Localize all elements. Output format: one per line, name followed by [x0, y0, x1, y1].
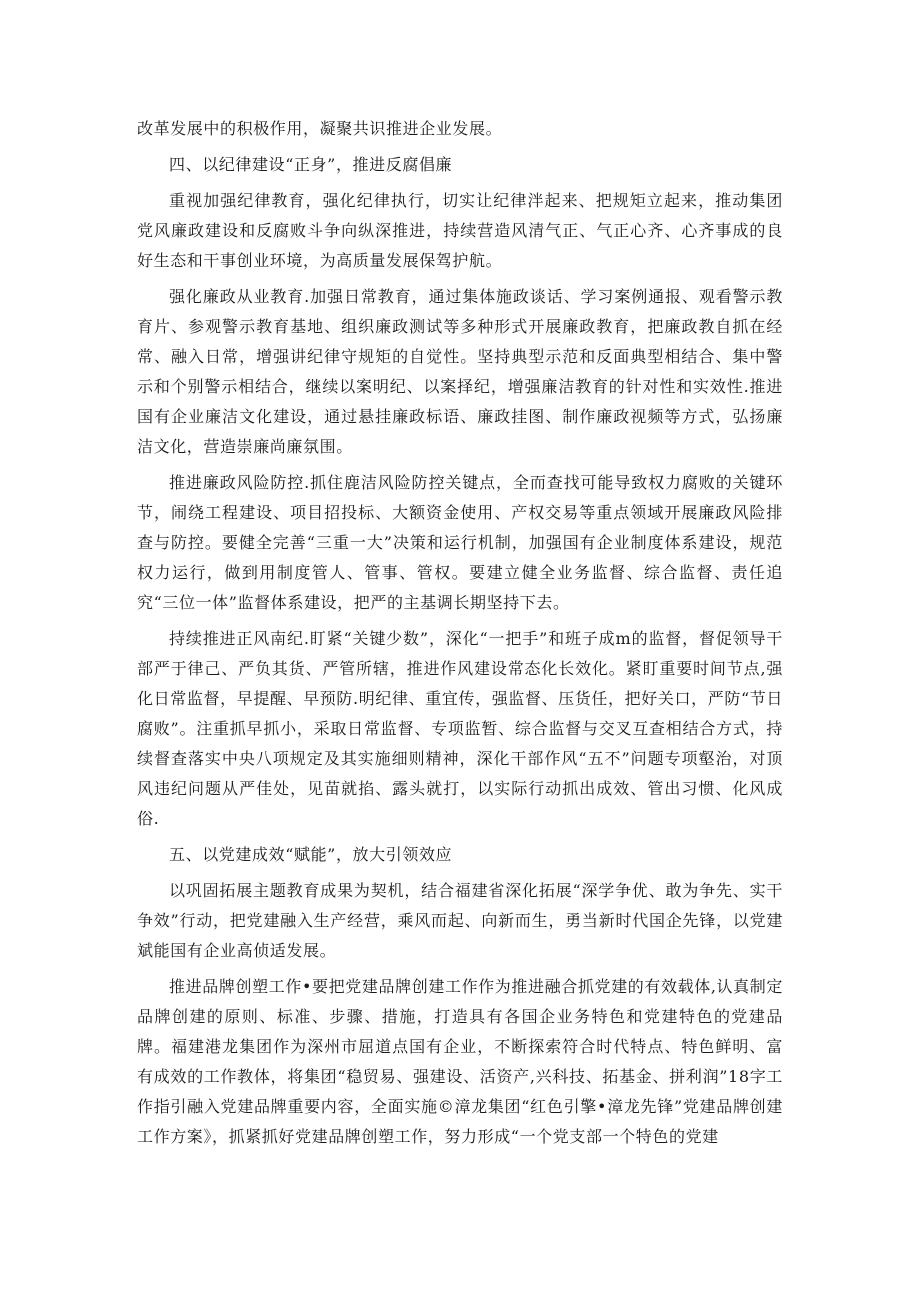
paragraph-conduct: 持续推进正风南纪.盯紧“关键少数”，深化“一把手”和班子成m的监督，督促领导干部严于律己、严负其货、严管所辖，推进作风建设常态化长效化。紧盯重要时间节点,强化日常监督，早提醒、早预防.明纪律、重宜传，强监督、压货任，把好关口，严防“节日腐败”。注重抓早抓小，采取日常监督、专项监暂、综合监督与交叉互查相结合方式，持续督查落实中央八项规定及其实施细则精神，深化干部作风“五不”问题专项壑治，对顶风违纪问题从严佳处，见苗就掐、露头就打，以实际行动抓出成效、管出习惯、化风成俗.	[137, 629, 783, 828]
paragraph-discipline-intro: 重视加强纪律教育，强化纪律执行，切实让纪律泮起来、把规矩立起来，推动集团党风廉政建设和反腐败斗争向纵深推进，持续营造风清气正、气正心齐、心齐事成的良好生态和干事创业环境，为高质量发展保驾护航。	[137, 191, 783, 270]
paragraph-empowerment-intro: 以巩固拓展主题教育成果为契机，结合福建省深化拓展“深学争优、敢为争先、实干争效”行动，把党建融入生产经营，乘风而起、向新而生，勇当新时代国企先锋，以党建斌能国有企业高侦适发展。	[137, 881, 783, 960]
paragraph-integrity-education: 强化廉政从业教育.加强日常教育，通过集体施政谈话、学习案例通报、观看警示教育片、参观警示教育基地、组织廉政测试等多种形式开展廉政教育，把廉政教自抓在经常、融入日常，增强讲纪律守规矩的自觉性。坚持典型示范和反面典型相结合、集中警示和个别警示相结合，继续以案明纪、以案择纪，增强廉洁教育的针对性和实效性.推进国有企业廉洁文化建设，通过悬挂廉政标语、廉政挂图、制作廉政视频等方式，弘扬廉洁文化，营造崇廉尚廉氛围。	[137, 287, 783, 456]
paragraph-continuation: 改革发展中的积极作用，凝聚共识推进企业发展。	[137, 119, 503, 138]
section-heading-five: 五、以党建成效“赋能”，放大引领效应	[169, 845, 453, 864]
paragraph-brand-building: 推进品牌创塑工作•要把党建品牌创建工作作为推进融合抓党建的有效载体,认真制定品牌创建的原则、标准、步骤、措施，打造具有各国企业务特色和党建特色的党建品牌。福建港龙集团作为深州市屈道点国有企业，不断探索符合时代特点、特色鲜明、富有成效的工作教体，将集团“稳贸易、强建设、活资产,兴科技、拓基金、拼利润”18字工作指引融入党建品牌重要内容，全面实施©漳龙集团“红色引擎•漳龙先锋”党建品牌创建工作方案》，抓紧抓好党建品牌创塑工作，努力形成“一个党支部一个特色的党建	[137, 977, 783, 1146]
section-heading-four: 四、以纪律建设“正身”，推进反腐倡廉	[169, 155, 453, 174]
document-page	[137, 114, 783, 1158]
paragraph-risk-control: 推进廉政风险防控.抓住鹿洁风险防控关键点，全而查找可能导致权力腐败的关键环节，闹绕工程建设、项目招投标、大额资金使用、产权交易等重点领域开展廉政风险排查与防控。要健全完善“三重一大”决策和运行机制，加强国有企业制度体系建设，规范权力运行，做到用制度管人、管事、管权。要建立健全业务监督、综合监督、责任追究“三位一体”监督体系建设，把严的主基调长期坚持下去。	[137, 473, 783, 612]
